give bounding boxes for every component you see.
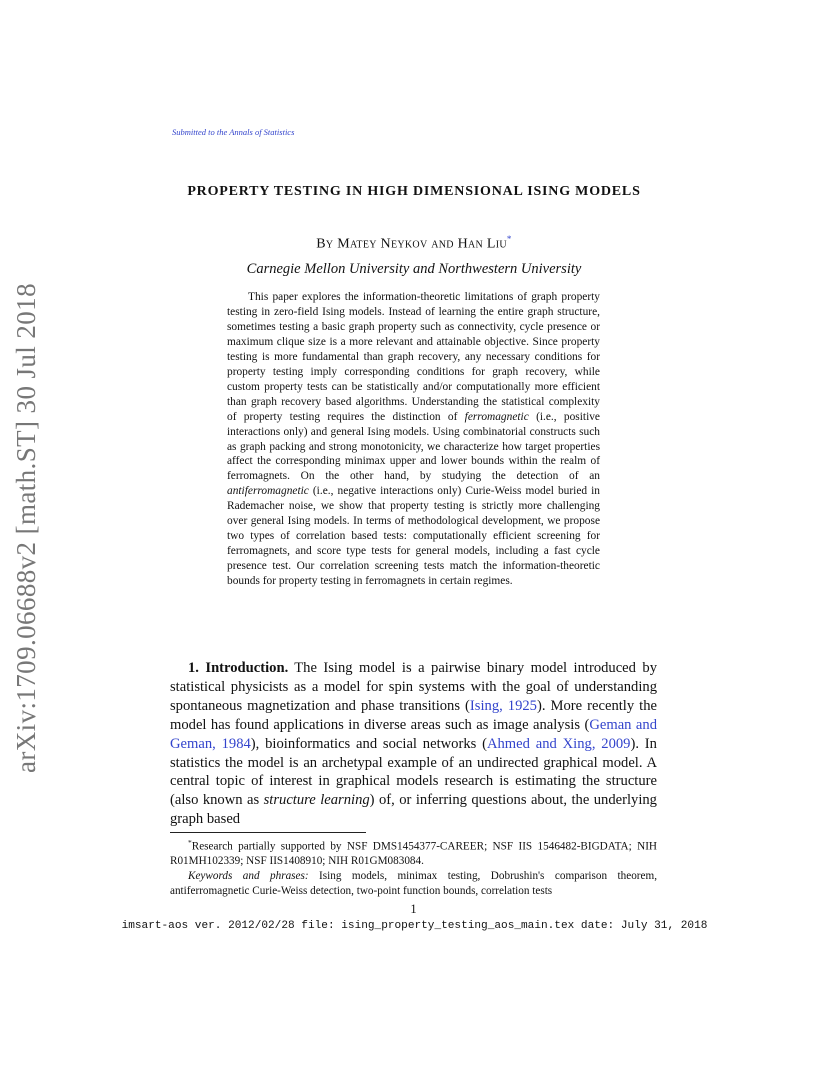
body-text: ). More recently the model has found applications in diverse areas such as image analysis ( xyxy=(170,697,658,733)
citation-link[interactable]: Ahmed and Xing, 2009 xyxy=(486,735,631,752)
keywords-text: Ising models, minimax testing, Dobrushin's comparison theorem, antiferromagnetic Curie-Weiss detection, two-point function bounds, correlation tests xyxy=(170,869,657,897)
body-text: ), bioinformatics and social networks ( xyxy=(250,735,487,752)
citation-link[interactable]: Ising, 1925 xyxy=(469,697,537,714)
footnote-rule xyxy=(170,832,366,833)
affiliation: Carnegie Mellon University and Northwestern University xyxy=(246,261,582,277)
citation-link[interactable]: Geman and Geman, 1984 xyxy=(170,716,657,752)
keywords-label: Keywords and phrases: xyxy=(188,869,309,882)
abstract-text: This paper explores the information-theoretic limitations of graph property testing in zero-field Ising models. Instead of learning the entire graph structure, sometimes testing a basic graph property such as connectivity, cycle presence or maximum clique size is a more relevant and attainable objective. Since property testing is more fundamental than graph recovery, any necessary conditions for property testing imply corresponding conditions for graph recovery, while custom property tests can be statistically and/or computationally more efficient than graph recovery based algorithms. Understanding the statistical complexity of property testing requires the distinction of xyxy=(227,291,600,423)
footnotes xyxy=(170,836,657,898)
body-text: The Ising model is a pairwise binary model introduced by statistical physicists as a model for spin systems with the goal of understanding spontaneous magnetization and phase transitions ( xyxy=(170,660,657,714)
journal-line[interactable]: Submitted to the Annals of Statistics xyxy=(172,127,295,137)
abstract-italic-term: antiferromagnetic xyxy=(227,485,309,498)
abstract xyxy=(227,290,600,589)
abstract-italic-term: ferromagnetic xyxy=(464,410,529,423)
author-footnote-mark[interactable]: * xyxy=(506,234,512,244)
section-heading: 1. Introduction. xyxy=(188,660,289,676)
abstract-text: (i.e., positive interactions only) and general Ising models. Using combinatorial constructs such as graph packing and strong monotonicity, we characterize how target properties affect the corresponding minimax upper and lower bounds within the realm of ferromagnets. On the other hand, by studying the detection of an xyxy=(227,410,600,483)
author-line xyxy=(150,234,678,253)
italic-term: structure learning xyxy=(263,792,370,809)
body-text: ) of, or inferring questions about, the underlying graph based xyxy=(170,792,657,828)
funding-text: Research partially supported by NSF DMS1454377-CAREER; NSF IIS 1546482-BIGDATA; NIH R01MH102339; NSF IIS1408910; NIH R01GM083084. xyxy=(170,840,657,868)
keywords-footnote xyxy=(170,869,657,898)
footer-line: imsart-aos ver. 2012/02/28 file: ising_property_testing_aos_main.tex date: July 31, 2018 xyxy=(121,920,708,932)
paper-title: PROPERTY TESTING IN HIGH DIMENSIONAL ISING MODELS xyxy=(187,184,641,199)
footnote-mark: * xyxy=(188,838,192,847)
funding-footnote xyxy=(170,836,657,869)
arxiv-stamp: arXiv:1709.06688v2 [math.ST] 30 Jul 2018 xyxy=(11,283,41,773)
authors-text: By Matey Neykov and Han Liu xyxy=(316,236,507,252)
body-text: ). In statistics the model is an archetypal example of an undirected graphical model. A central topic of interest in graphical models research is estimating the structure (also known as xyxy=(170,735,657,809)
page-number: 1 xyxy=(410,902,417,916)
abstract-text: (i.e., negative interactions only) Curie-Weiss model buried in Rademacher noise, we show that property testing is strictly more challenging over general Ising models. In terms of methodological development, we propose two types of correlation based tests: computationally efficient screening for ferromagnets, and score type tests for general models, including a fast cycle presence test. Our correlation screening tests match the information-theoretic bounds for property testing in ferromagnets in certain regimes. xyxy=(227,485,600,588)
introduction-section xyxy=(170,659,657,829)
